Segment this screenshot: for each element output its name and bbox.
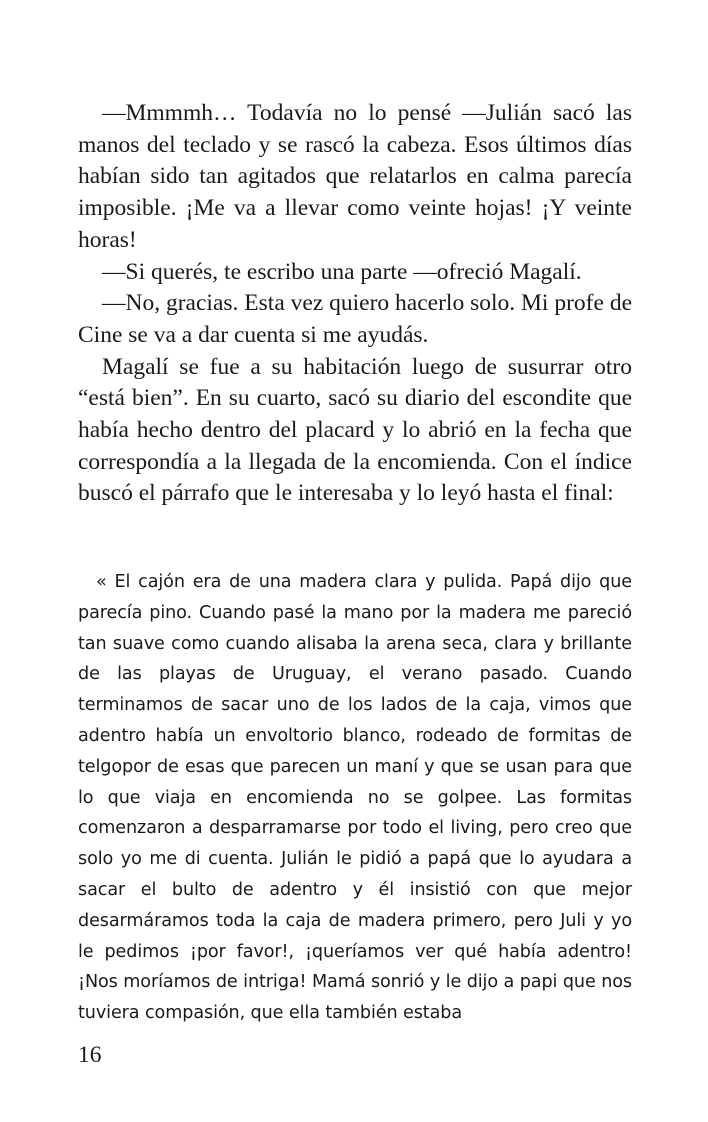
narrative-paragraph: —No, gracias. Esta vez quiero hacerlo solo. Mi profe de Cine se va a dar cuenta si me ayudás.: [78, 290, 632, 348]
diary-paragraph: « El cajón era de una madera clara y pulida. Papá dijo que parecía pino. Cuando pasé la mano por la madera me pareció tan suave como cuando alisaba la arena seca, clara y brillante de las playas de Uruguay, el verano pasado. Cuando terminamos de sacar uno de los lados de la caja, vimos que adentro había un envoltorio blanco, rodeado de formitas de telgopor de esas que parecen un maní y que se usan para que lo que viaja en encomienda no se golpee. Las formitas comenzaron a desparramarse por todo el living, pero creo que solo yo me di cuenta. Julián le pidió a papá que lo ayudara a sacar el bulto de adentro y él insistió con que mejor desarmáramos toda la caja de madera primero, pero Juli y yo le pedimos ¡por favor!, ¡queríamos ver qué había adentro! ¡Nos moríamos de intriga! Mamá sonrió y le dijo a papi que nos tuviera compasión, que ella también estaba: [78, 572, 632, 1024]
narrative-paragraph: —Mmmmh… Todavía no lo pensé —Julián sacó las manos del teclado y se rascó la cabeza. Esos últimos días habían sido tan agitados que relatarlos en calma parecía imposible. ¡Me va a llevar como veinte hojas! ¡Y veinte horas!: [78, 100, 632, 253]
narrative-paragraph: Magalí se fue a su habitación luego de susurrar otro “está bien”. En su cuarto, sacó su diario del escondite que había hecho dentro del placard y lo abrió en la fecha que correspondía a la llegada de la encomienda. Con el índice buscó el párrafo que le interesaba y lo leyó hasta el final:: [78, 353, 632, 507]
narrative-text: [78, 98, 632, 510]
diary-excerpt: [78, 567, 632, 1029]
page-number: 16: [78, 1042, 102, 1068]
narrative-paragraph: —Si querés, te escribo una parte —ofreció Magalí.: [102, 258, 582, 285]
